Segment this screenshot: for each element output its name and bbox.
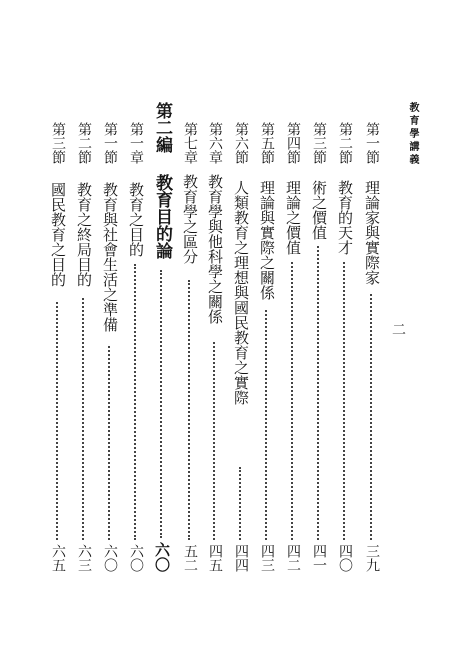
- toc-entry: [335, 122, 355, 592]
- entry-label: 第二節: [76, 122, 92, 164]
- dot-leader: [265, 310, 267, 540]
- part-title: 教育目的論: [152, 174, 172, 259]
- entry-page: 三九: [364, 544, 380, 572]
- entry-title: 人類教育之理想與國民教育之實際: [232, 180, 250, 405]
- entry-label: 第一節: [102, 122, 118, 164]
- entry-label: 第一節: [364, 122, 380, 164]
- entry-page: 五二: [182, 544, 198, 572]
- entry-page: 四五: [207, 544, 223, 572]
- dot-leader: [213, 342, 215, 540]
- entry-page: 六〇: [153, 542, 171, 572]
- entry-page: 四四: [233, 544, 249, 572]
- toc-entry: [48, 122, 68, 592]
- entry-page: 四二: [285, 544, 301, 572]
- entry-label: 第三節: [311, 122, 327, 164]
- entry-label: 第六章: [207, 122, 223, 164]
- toc-part-heading: [152, 102, 172, 592]
- entry-page: 六三: [76, 544, 92, 572]
- entry-title: 教育之終局目的: [75, 182, 93, 287]
- toc-entry: [205, 122, 225, 592]
- dot-leader: [291, 262, 293, 540]
- entry-label: 第一章: [128, 122, 144, 164]
- toc-entry: [100, 122, 120, 592]
- entry-title: 教育學與他科學之關係: [206, 174, 224, 324]
- running-header: 教育學講義: [407, 102, 418, 167]
- dot-leader: [160, 270, 162, 538]
- entry-page: 四三: [259, 544, 275, 572]
- entry-title: 國民教育之目的: [49, 182, 67, 287]
- entry-label: 第三節: [50, 122, 66, 164]
- toc-entry: [362, 122, 382, 592]
- entry-label: 第六節: [233, 122, 249, 164]
- entry-title: 教育學之區分: [181, 174, 199, 264]
- toc-entry: [283, 122, 303, 592]
- entry-page: 四〇: [337, 544, 353, 572]
- entry-title: 理論之價值: [284, 180, 302, 255]
- entry-title: 教育之目的: [127, 182, 145, 257]
- dot-leader: [56, 302, 58, 540]
- toc-entry: [126, 122, 146, 592]
- entry-label: 第四節: [285, 122, 301, 164]
- part-label: 第二編: [152, 102, 172, 153]
- dot-leader: [317, 246, 319, 540]
- page-number: 二: [390, 322, 406, 336]
- dot-leader: [239, 467, 241, 540]
- entry-page: 六五: [50, 544, 66, 572]
- dot-leader: [188, 280, 190, 540]
- entry-title: 理論與實際之關係: [258, 180, 276, 300]
- dot-leader: [108, 346, 110, 540]
- entry-page: 四一: [311, 544, 327, 572]
- entry-title: 術之價值: [310, 180, 328, 240]
- entry-page: 六〇: [128, 544, 144, 572]
- dot-leader: [82, 298, 84, 540]
- dot-leader: [134, 264, 136, 540]
- entry-title: 教育的天才: [336, 180, 354, 255]
- entry-label: 第七章: [182, 122, 198, 164]
- toc-entry: [231, 122, 251, 592]
- entry-title: 教育與社會生活之準備: [101, 182, 119, 332]
- entry-label: 第二節: [337, 122, 353, 164]
- toc-entry: [309, 122, 329, 592]
- toc-entry: [257, 122, 277, 592]
- dot-leader: [343, 262, 345, 540]
- entry-label: 第五節: [259, 122, 275, 164]
- entry-title: 理論家與實際家: [363, 180, 381, 285]
- entry-page: 六〇: [102, 544, 118, 572]
- toc-entry: [74, 122, 94, 592]
- toc-entry: [180, 122, 200, 592]
- dot-leader: [370, 294, 372, 540]
